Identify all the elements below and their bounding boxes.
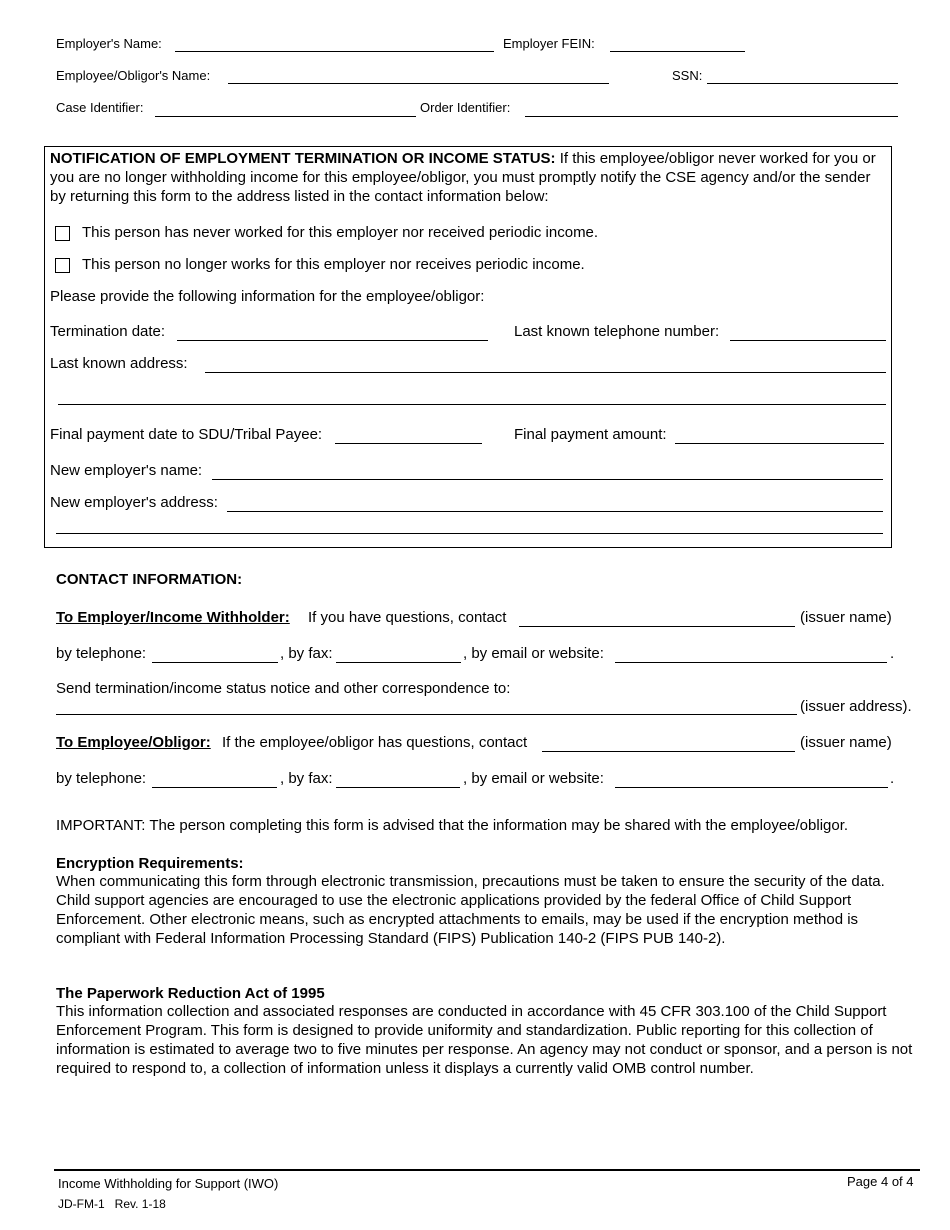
provide-info-text: Please provide the following information for the employee/obligor:	[50, 288, 485, 305]
case-identifier-field[interactable]	[155, 116, 416, 117]
employee-telephone-field[interactable]	[152, 787, 277, 788]
employer-telephone-field[interactable]	[152, 662, 278, 663]
last-address-field[interactable]	[205, 372, 886, 373]
paperwork-heading: The Paperwork Reduction Act of 1995	[56, 985, 325, 1002]
last-phone-label: Last known telephone number:	[514, 323, 720, 340]
new-employer-name-label: New employer's name:	[50, 462, 203, 479]
no-longer-works-checkbox[interactable]	[55, 258, 70, 273]
send-to-text: Send termination/income status notice and other correspondence to:	[56, 680, 511, 697]
new-employer-address-field[interactable]	[227, 511, 883, 512]
issuer-address-label: (issuer address).	[800, 698, 912, 715]
employer-issuer-name-field[interactable]	[519, 626, 795, 627]
case-identifier-label: Case Identifier:	[56, 100, 144, 115]
encryption-body: When communicating this form through electronic transmission, precautions must be taken to ensure the security of the data. Child support agencies are encouraged to use the electronic applications provided by the federal Office of Child Support Enforcement. Other electronic means, such as encrypted attachments to emails, may be used if the encryption method is compliant with Federal Information Processing Standard (FIPS) Publication 140-2 (FIPS PUB 140-2).	[56, 873, 885, 947]
employer-email-field[interactable]	[615, 662, 887, 663]
notification-intro-text: If this employee/obligor never worked for you or you are no longer withholding income for this employee/obligor, you must promptly notify the CSE agency and/or the sender by returning this form to the address listed in the contact information below:	[50, 150, 876, 205]
never-worked-label: This person has never worked for this employer nor received periodic income.	[82, 224, 599, 241]
termination-date-label: Termination date:	[50, 323, 166, 340]
employer-name-field[interactable]	[175, 51, 494, 52]
final-payment-date-label: Final payment date to SDU/Tribal Payee:	[50, 426, 323, 443]
order-identifier-label: Order Identifier:	[420, 100, 511, 115]
employer-contact-heading: To Employer/Income Withholder:	[56, 609, 290, 626]
employer-question-text: If you have questions, contact	[308, 609, 507, 626]
employee-name-field[interactable]	[228, 83, 609, 84]
new-employer-address-field-line2[interactable]	[56, 533, 883, 534]
employee-issuer-name-field[interactable]	[542, 751, 795, 752]
employer-fax-field[interactable]	[336, 662, 461, 663]
employer-email-period: .	[890, 645, 895, 662]
new-employer-address-label: New employer's address:	[50, 494, 218, 511]
final-payment-amount-field[interactable]	[675, 443, 884, 444]
employer-fein-label: Employer FEIN:	[503, 36, 595, 51]
footer-form-id: JD-FM-1 Rev. 1-18	[58, 1197, 166, 1211]
paperwork-body: This information collection and associated responses are conducted in accordance with 45 CFR 303.100 of the Child Support Enforcement Program. This form is designed to provide uniformity and standardization. Public reporting for this collection of information is estimated to average two to five minutes per response. An agency may not conduct or sponsor, and a person is not required to respond to, a collection of information unless it displays a currently valid OMB control number.	[56, 1003, 913, 1077]
employee-email-field[interactable]	[615, 787, 888, 788]
employer-email-label: , by email or website:	[463, 645, 604, 662]
encryption-heading: Encryption Requirements:	[56, 855, 244, 872]
termination-date-field[interactable]	[177, 340, 488, 341]
employer-fein-field[interactable]	[610, 51, 745, 52]
last-address-field-line2[interactable]	[58, 404, 886, 405]
footer-divider	[54, 1169, 920, 1171]
never-worked-checkbox[interactable]	[55, 226, 70, 241]
new-employer-name-field[interactable]	[212, 479, 883, 480]
footer-page-number: Page 4 of 4	[847, 1174, 914, 1189]
employer-telephone-label: by telephone:	[56, 645, 147, 662]
last-phone-field[interactable]	[730, 340, 886, 341]
employee-fax-label: , by fax:	[280, 770, 333, 787]
notification-intro	[50, 149, 888, 206]
footer-form-title: Income Withholding for Support (IWO)	[58, 1176, 279, 1191]
employee-contact-heading: To Employee/Obligor:	[56, 734, 211, 751]
no-longer-works-label: This person no longer works for this employer nor receives periodic income.	[82, 256, 585, 273]
employee-email-label: , by email or website:	[463, 770, 604, 787]
notification-box	[44, 146, 892, 548]
notification-title: NOTIFICATION OF EMPLOYMENT TERMINATION OR INCOME STATUS:	[50, 150, 556, 167]
employee-question-text: If the employee/obligor has questions, contact	[222, 734, 528, 751]
ssn-field[interactable]	[707, 83, 898, 84]
issuer-address-field[interactable]	[56, 714, 797, 715]
last-address-label: Last known address:	[50, 355, 188, 372]
final-payment-amount-label: Final payment amount:	[514, 426, 667, 443]
employee-fax-field[interactable]	[336, 787, 460, 788]
ssn-label: SSN:	[672, 68, 703, 83]
employer-fax-label: , by fax:	[280, 645, 333, 662]
employee-email-period: .	[890, 770, 895, 787]
final-payment-date-field[interactable]	[335, 443, 482, 444]
employee-name-label: Employee/Obligor's Name:	[56, 68, 211, 83]
employee-telephone-label: by telephone:	[56, 770, 147, 787]
employer-issuer-name-label: (issuer name)	[800, 609, 892, 626]
employee-issuer-name-label: (issuer name)	[800, 734, 892, 751]
employer-name-label: Employer's Name:	[56, 36, 162, 51]
contact-heading: CONTACT INFORMATION:	[56, 571, 243, 588]
important-notice: IMPORTANT: The person completing this form is advised that the information may be shared with the employee/obligor.	[56, 817, 849, 834]
order-identifier-field[interactable]	[525, 116, 898, 117]
